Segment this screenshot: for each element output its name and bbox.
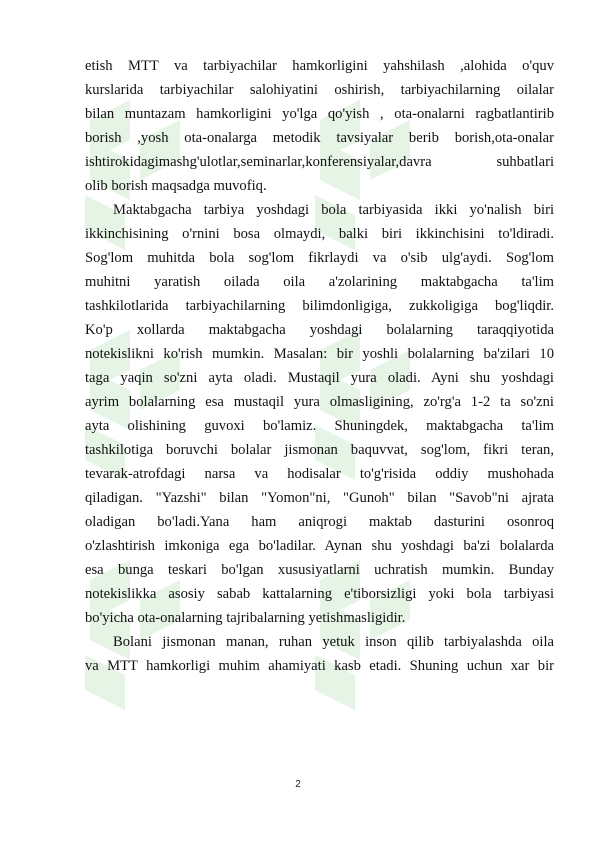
text-line: Bolani jismonan manan, ruhan yetuk inson qilib tarbiyalashda oila (113, 634, 554, 650)
text-line: notekislikka asosiy sabab kattalarning e'tiborsizligi yoki bola tarbiyasi (85, 586, 554, 602)
text-line: bo'yicha ota-onalarning tajribalarning yetishmasligidir. (85, 610, 406, 626)
text-line: etish MTT va tarbiyachilar hamkorligini yahshilash ,alohida o'quv (85, 58, 554, 74)
text-line: ishtirokidagimashg'ulotlar,seminarlar,konferensiyalar,davra suhbatlari (85, 154, 554, 170)
page-number: 2 (295, 779, 301, 790)
document-body (85, 54, 554, 678)
text-line: ayta olishining guvoxi bo'lamiz. Shuningdek, maktabgacha ta'lim (85, 418, 554, 434)
text-line: qiladigan. "Yazshi" bilan "Yomon"ni, "Gunoh" bilan "Savob"ni ajrata (85, 490, 554, 506)
text-line: va MTT hamkorligi muhim ahamiyati kasb etadi. Shuning uchun xar bir (85, 658, 554, 674)
text-line: bilan muntazam hamkorligini yo'lga qo'yish , ota-onalarni ragbatlantirib (85, 106, 554, 122)
text-line: ikkinchisining o'rnini bosa olmaydi, balki biri ikkinchisini to'ldiradi. (85, 226, 554, 242)
text-line: muhitni yaratish oilada oila a'zolarining maktabgacha ta'lim (85, 274, 554, 290)
paragraph (85, 198, 554, 630)
text-line: esa bunga teskari bo'lgan xususiyatlarni uchratish mumkin. Bunday (85, 562, 554, 578)
text-line: o'zlashtirish imkoniga ega bo'ladilar. Aynan shu yoshdagi ba'zi bolalarda (85, 538, 554, 554)
text-line: notekislikni ko'rish mumkin. Masalan: bir yoshli bolalarning ba'zilari 10 (85, 346, 554, 362)
text-line: Maktabgacha tarbiya yoshdagi bola tarbiyasida ikki yo'nalish biri (113, 202, 554, 218)
text-line: tashkilotlarida tarbiyachilarning bilimdonligiga, zukkoligiga bog'liqdir. (85, 298, 554, 314)
text-line: oladigan bo'ladi.Yana ham aniqrogi maktab dasturini osonroq (85, 514, 554, 530)
text-line: ayrim bolalarning esa mustaqil yura olmasligining, zo'rg'a 1-2 ta so'zni (85, 394, 554, 410)
text-line: taga yaqin so'zni ayta oladi. Mustaqil yura oladi. Ayni shu yoshdagi (85, 370, 554, 386)
text-line: tevarak-atrofdagi narsa va hodisalar to'g'risida oddiy mushohada (85, 466, 554, 482)
text-line: borish ,yosh ota-onalarga metodik tavsiyalar berib borish,ota-onalar (85, 130, 554, 146)
text-line: Sog'lom muhitda bola sog'lom fikrlaydi va o'sib ulg'aydi. Sog'lom (85, 250, 554, 266)
text-line: tashkilotiga boruvchi bolalar jismonan baquvvat, sog'lom, fikri teran, (85, 442, 554, 458)
paragraph (85, 630, 554, 678)
text-line: olib borish maqsadga muvofiq. (85, 178, 267, 194)
text-line: kurslarida tarbiyachilar salohiyatini oshirish, tarbiyachilarning oilalar (85, 82, 554, 98)
text-line: Ko'p xollarda maktabgacha yoshdagi bolalarning taraqqiyotida (85, 322, 554, 338)
paragraph (85, 54, 554, 198)
